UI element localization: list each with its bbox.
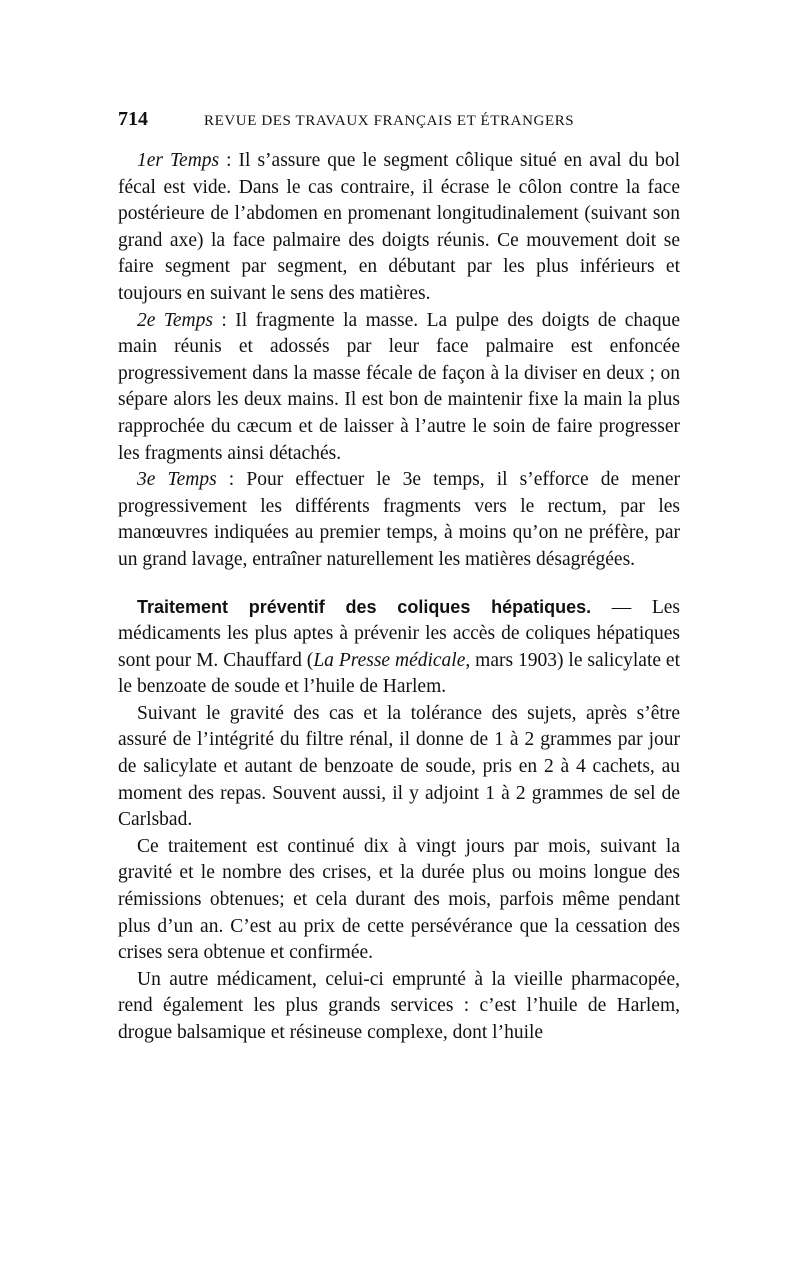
section-title: Traitement préventif des coliques hépatiques. — [137, 596, 592, 617]
paragraph-text: : Pour effectuer le 3e temps, il s’efforce de mener progressivement les différents fragments vers le rectum, par les manœuvres indiquées au premier temps, à moins qu’on ne préfère, par un grand lavage, entraîner naturellement les matières désagrégées. — [118, 469, 680, 570]
step-label: 3e Temps — [137, 469, 217, 491]
paragraph-second-step — [118, 308, 680, 468]
paragraph-text: : Il fragmente la masse. La pulpe des doigts de chaque main réunis et adossés par leur face palmaire est enfoncée progressivement dans la masse fécale de façon à la diviser en deux ; on sépare alors les deux mains. Il est bon de maintenir fixe la main la plus rapprochée du cæcum et de laisser à l’autre le soin de faire progresser les fragments ainsi détachés. — [118, 309, 680, 464]
paragraph-first-step — [118, 148, 680, 308]
paragraph-text: Ce traitement est continué dix à vingt jours par mois, suivant la gravité et le nombre des crises, et la durée plus ou moins longue des rémissions obtenues; et cela durant des mois, parfois même pendant plus d’un an. C’est au prix de cette persévérance que la cessation des crises sera obtenue et confirmée. — [118, 835, 680, 964]
citation-title: La Presse médicale, — [313, 649, 471, 671]
step-label: 1er Temps — [137, 150, 220, 171]
paragraph-text: mars 1903) le salicylate et le benzoate de soude et l’huile de Harlem. — [118, 649, 680, 698]
paragraph-text: Un autre médicament, celui-ci emprunté à la vieille pharmacopée, rend également les plus grands services : c’est l’huile de Harlem, drogue balsamique et résineuse complexe, dont l’huile — [118, 968, 680, 1043]
paragraph-dosage — [118, 701, 680, 834]
paragraph-text: — Les médicaments les plus aptes à prévenir les accès de coliques hépatiques sont pour M. Chauffard ( — [118, 596, 681, 671]
paragraph-harlem-oil — [118, 967, 680, 1047]
paragraph-text: Suivant le gravité des cas et la tolérance des sujets, après s’être assuré de l’intégrité du filtre rénal, il donne de 1 à 2 grammes par jour de salicylate et autant de benzoate de soude, pris en 2 à 4 cachets, au moment des repas. Souvent aussi, il y adjoint 1 à 2 grammes de sel de Carlsbad. — [118, 702, 680, 831]
paragraph-text: : Il s’assure que le segment côlique situé en aval du bol fécal est vide. Dans le cas contraire, il écrase le côlon contre la face postérieure de l’abdomen en promenant longitudinalement (suivant son grand axe) la face palmaire des doigts réunis. Ce mouvement doit se faire segment par segment, en débutant par les plus inférieurs et toujours en suivant le sens des matières. — [118, 150, 680, 304]
page-header — [118, 108, 680, 148]
book-page — [118, 108, 680, 1047]
section-spacer — [118, 574, 680, 594]
paragraph-section-intro — [118, 594, 680, 701]
running-head: REVUE DES TRAVAUX FRANÇAIS ET ÉTRANGERS — [204, 113, 575, 129]
paragraph-treatment-duration — [118, 834, 680, 967]
step-label: 2e Temps — [137, 309, 213, 331]
page-number: 714 — [118, 108, 148, 130]
paragraph-third-step — [118, 467, 680, 573]
